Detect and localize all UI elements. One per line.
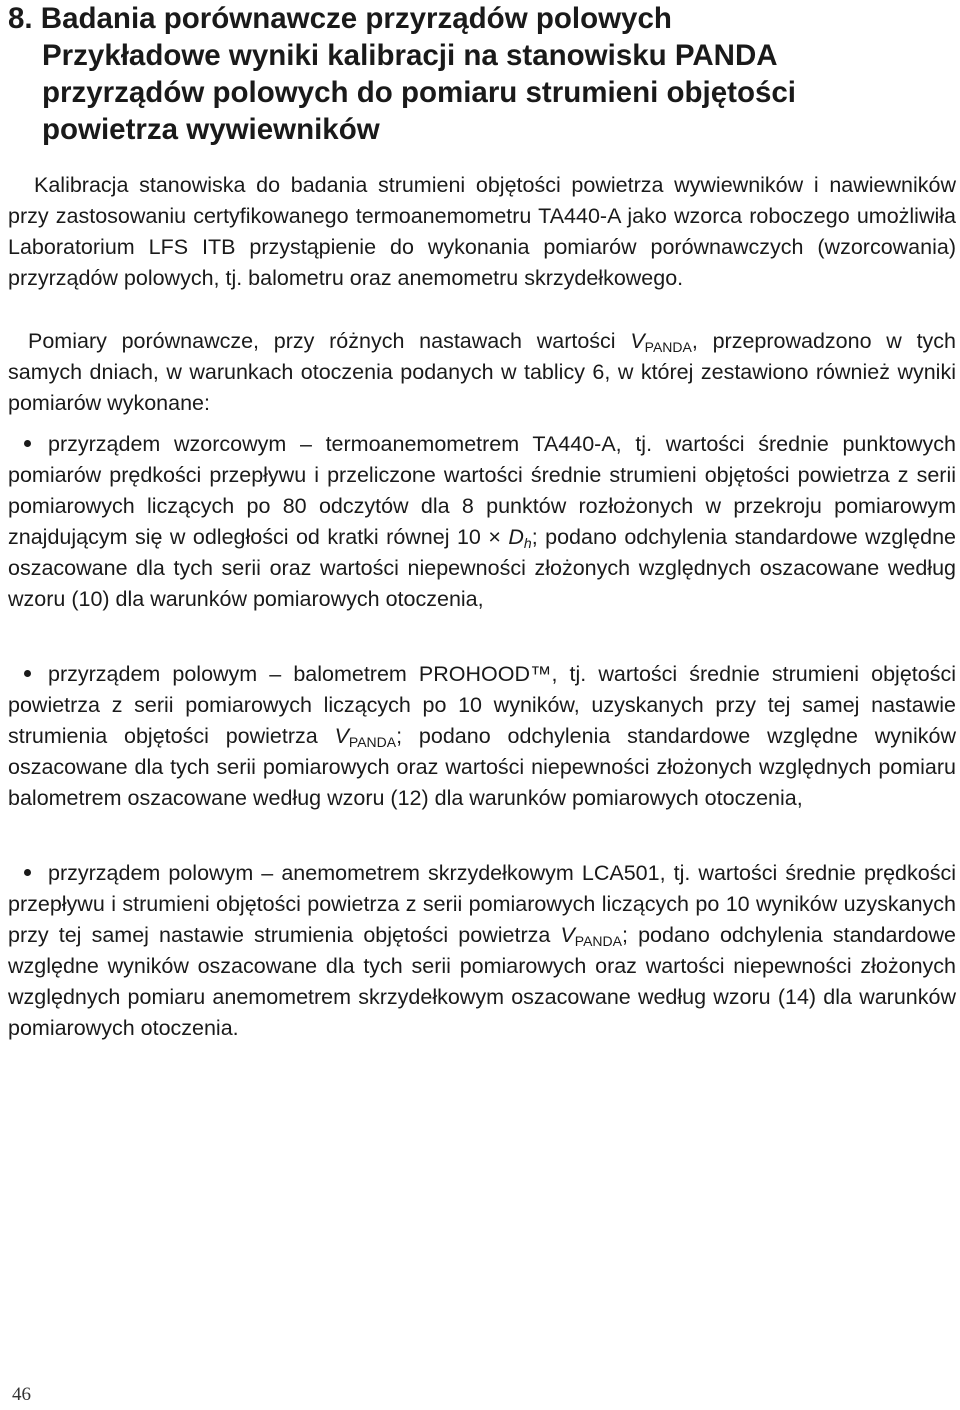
bullet3-text-before: przyrządem polowym – anemometrem skrzydełkowym LCA501, tj. wartości średnie prędkości przepływu i strumieni objętości powietrza z serii pomiarowych liczących po 10 wyników uzyskanych przy tej samej nastawie strumienia objętości powietrza: [8, 861, 956, 947]
volume-symbol: V: [334, 724, 349, 748]
volume-subscript: PANDA: [574, 933, 622, 949]
volume-symbol: V: [560, 923, 575, 947]
section-heading: [8, 0, 948, 148]
volume-subscript: PANDA: [348, 734, 397, 750]
bullet3-text-after: ; podano odchylenia standardowe względne wyników oszacowane dla tych serii pomiarowych oraz wartości niepewności złożonych względnych pomiaru anemometrem skrzydełkowym oszacowane według wzoru (14) dla warunków pomiarowych otoczenia.: [8, 923, 956, 1040]
volume-symbol: V: [630, 329, 645, 353]
heading-line-4: powietrza wywiewników: [42, 113, 380, 146]
bullet-reference-instrument: [8, 429, 956, 615]
heading-line-1: 8. Badania porównawcze przyrządów polowych: [8, 2, 672, 35]
bullet-dot-icon: [8, 429, 48, 460]
heading-line-2: Przykładowe wyniki kalibracji na stanowisku PANDA: [42, 39, 778, 72]
bullet2-text-before: przyrządem polowym – balometrem PROHOOD™, tj. wartości średnie strumieni objętości powietrza z serii pomiarowych liczących po 10 wyników, uzyskanych przy tej samej nastawie strumienia objętości powietrza: [8, 662, 956, 748]
bullet-dot-icon: [8, 659, 48, 690]
paragraph-calibration: Kalibracja stanowiska do badania strumieni objętości powietrza wywiewników i nawiewników przy zastosowaniu certyfikowanego termoanemometru TA440-A jako wzorca roboczego umożliwiła Laboratorium LFS ITB przystąpienie do wykonania pomiarów porównawczych (wzorcowania) przyrządów polowych, tj. balometru oraz anemometru skrzydełkowego.: [8, 173, 956, 290]
heading-line-3: przyrządów polowych do pomiaru strumieni objętości: [42, 76, 796, 109]
volume-subscript: PANDA: [644, 339, 692, 355]
bullet-dot-icon: [8, 858, 48, 889]
bullet1-text-before: przyrządem wzorcowym – termoanemometrem TA440-A, tj. wartości średnie punktowych pomiarów prędkości przepływu i przeliczone wartości średnie strumieni objętości powietrza z serii pomiarowych liczących po 80 odczytów dla 8 punktów rozłożonych w przekroju pomiarowym znajdującym się w odległości od kratki równej 10 ×: [8, 432, 956, 549]
bullet1-text-after: ; podano odchylenia standardowe względne oszacowane dla tych serii oraz wartości niepewności złożonych względnych oszacowane według wzoru (10) dla warunków pomiarowych otoczenia,: [8, 525, 956, 611]
paragraph2-text-before: Pomiary porównawcze, przy różnych nastawach wartości: [28, 329, 631, 353]
diameter-subscript: h: [523, 535, 532, 551]
paragraph2-text-after: , przeprowadzono w tych samych dniach, w warunkach otoczenia podanych w tablicy 6, w której zestawiono również wyniki pomiarów wykonane:: [8, 329, 956, 415]
bullet-vane-anemometer: [8, 858, 956, 1044]
paragraph-comparative-measurements: [8, 326, 956, 419]
diameter-symbol: D: [508, 525, 524, 549]
page-number: 46: [12, 1384, 31, 1405]
bullet2-text-after: ; podano odchylenia standardowe względne wyników oszacowane dla tych serii pomiarowych oraz wartości niepewności złożonych względnych pomiaru balometrem oszacowane według wzoru (12) dla warunków pomiarowych otoczenia,: [8, 724, 957, 810]
bullet-balometer: [8, 659, 956, 814]
